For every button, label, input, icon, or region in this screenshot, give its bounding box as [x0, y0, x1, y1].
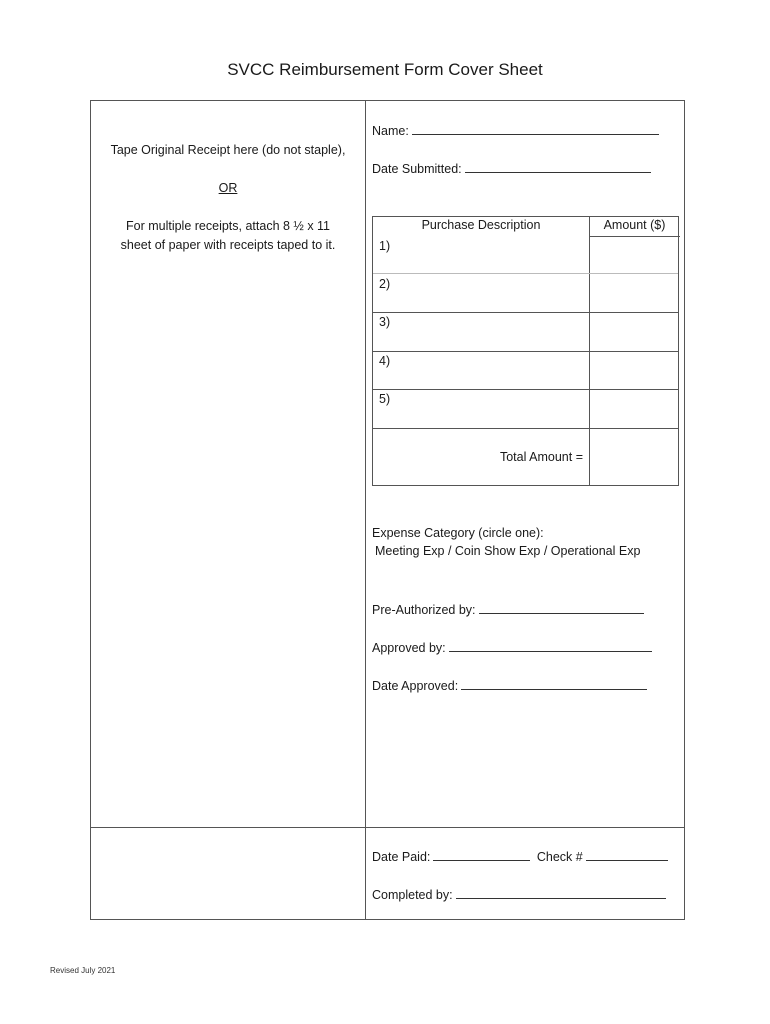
date-paid-field[interactable] [372, 848, 668, 864]
or-label: OR [218, 181, 238, 195]
header-underline [589, 236, 680, 237]
date-submitted-field[interactable] [372, 160, 651, 176]
multiple-receipts-line2: sheet of paper with receipts taped to it. [120, 238, 336, 252]
check-number-label: Check # [536, 850, 583, 864]
total-amount-label: Total Amount = [499, 450, 583, 464]
amount-header: Amount ($) [603, 218, 666, 232]
approved-by-line[interactable] [449, 639, 652, 652]
completed-by-line[interactable] [456, 886, 666, 899]
row-divider [373, 428, 678, 429]
pre-authorized-label: Pre-Authorized by: [372, 603, 476, 617]
row-divider [373, 389, 678, 390]
approved-by-field[interactable] [372, 639, 652, 655]
check-number-line[interactable] [586, 848, 668, 861]
row-1-label: 1) [379, 239, 391, 253]
approved-by-label: Approved by: [372, 641, 446, 655]
row-divider [373, 351, 678, 352]
multiple-receipts-line1: For multiple receipts, attach 8 ½ x 11 [125, 219, 331, 233]
completed-by-label: Completed by: [372, 888, 453, 902]
purchase-description-header: Purchase Description [421, 218, 541, 232]
revision-note: Revised July 2021 [50, 966, 116, 975]
name-line[interactable] [412, 122, 659, 135]
date-approved-field[interactable] [372, 677, 647, 693]
receipt-instruction: Tape Original Receipt here (do not staple), [110, 143, 346, 157]
date-submitted-line[interactable] [465, 160, 651, 173]
date-approved-label: Date Approved: [372, 679, 459, 693]
date-submitted-label: Date Submitted: [372, 162, 462, 176]
name-label: Name: [372, 124, 409, 138]
row-5-label: 5) [379, 392, 391, 406]
row-divider [373, 273, 678, 274]
expense-category-heading: Expense Category (circle one): [372, 526, 544, 540]
purchase-table [372, 216, 679, 486]
completed-by-field[interactable] [372, 886, 666, 902]
bottom-section-divider [91, 827, 684, 828]
row-2-label: 2) [379, 277, 391, 291]
form-title: SVCC Reimbursement Form Cover Sheet [227, 60, 543, 79]
column-divider [365, 101, 366, 919]
row-divider [373, 312, 678, 313]
expense-category-options[interactable]: Meeting Exp / Coin Show Exp / Operational Exp [375, 544, 641, 558]
pre-authorized-line[interactable] [479, 601, 644, 614]
row-3-label: 3) [379, 315, 391, 329]
date-approved-line[interactable] [461, 677, 647, 690]
name-field[interactable] [372, 122, 659, 138]
row-4-label: 4) [379, 354, 391, 368]
date-paid-label: Date Paid: [372, 850, 431, 864]
date-paid-line[interactable] [433, 848, 530, 861]
pre-authorized-field[interactable] [372, 601, 644, 617]
form-frame [90, 100, 685, 920]
